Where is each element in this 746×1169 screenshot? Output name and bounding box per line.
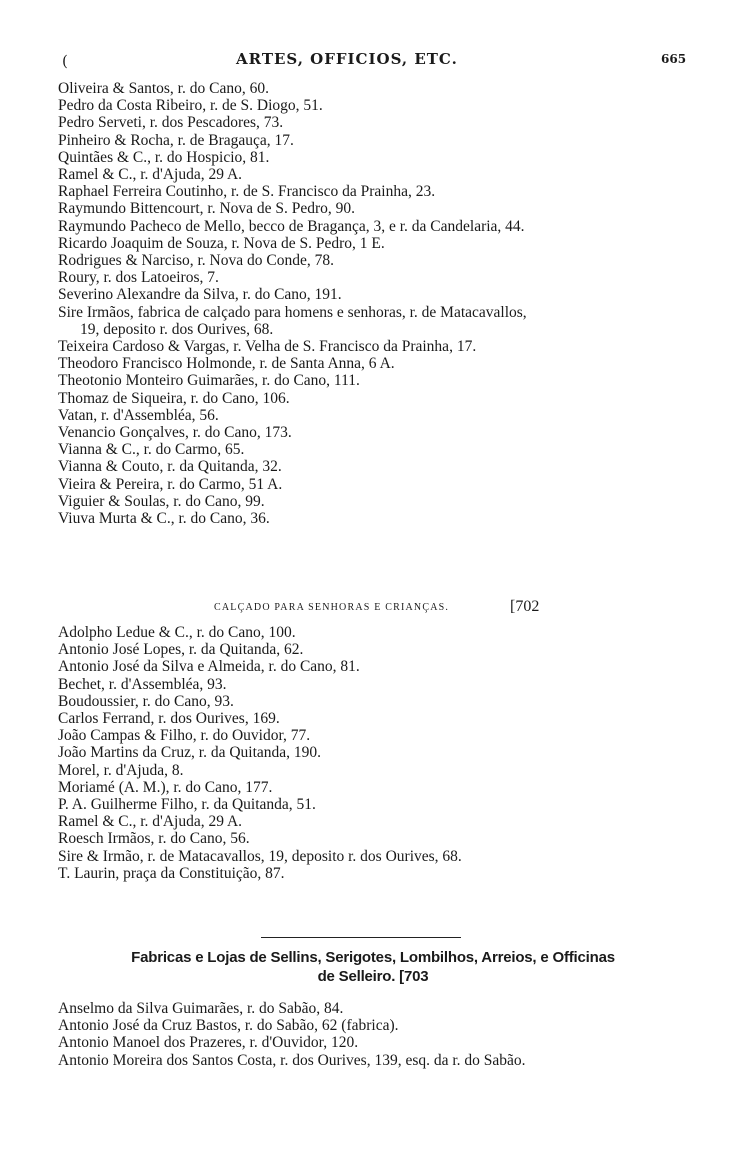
list-item: Venancio Gonçalves, r. do Cano, 173.: [58, 424, 292, 442]
list-item: Sire & Irmão, r. de Matacavallos, 19, deposito r. dos Ourives, 68.: [58, 847, 462, 865]
list-item: Adolpho Ledue & C., r. do Cano, 100.: [58, 624, 296, 641]
list-item: Vieira & Pereira, r. do Carmo, 51 A.: [58, 475, 283, 493]
section-heading-line-2: de Selleiro. [703: [317, 968, 429, 985]
list-item: João Campas & Filho, r. do Ouvidor, 77.: [58, 727, 311, 745]
list-item: Pedro Serveti, r. dos Pescadores, 73.: [58, 114, 284, 132]
list-item: Ramel & C., r. d'Ajuda, 29 A.: [58, 166, 243, 184]
list-item: Thomaz de Siqueira, r. do Cano, 106.: [58, 389, 290, 407]
header-mark: (: [62, 52, 68, 70]
list-item: Viguier & Soulas, r. do Cano, 99.: [58, 492, 265, 510]
list-item: Ramel & C., r. d'Ajuda, 29 A.: [58, 813, 243, 831]
list-item: Vianna & Couto, r. da Quitanda, 32.: [58, 458, 282, 476]
list-item: Raymundo Pacheco de Mello, becco de Bragança, 3, e r. da Candelaria, 44.: [58, 217, 525, 235]
list-item: Roury, r. dos Latoeiros, 7.: [58, 269, 219, 287]
section-heading-line-1: Fabricas e Lojas de Sellins, Serigotes, Lombilhos, Arreios, e Officinas: [131, 949, 615, 966]
running-title: ARTES, OFFICIOS, ETC.: [236, 50, 458, 68]
entry-list-shoemakers: [0, 80, 746, 527]
list-item: Rodrigues & Narciso, r. Nova do Conde, 78.: [58, 252, 334, 270]
list-item: Roesch Irmãos, r. do Cano, 56.: [58, 830, 250, 848]
list-item: Ricardo Joaquim de Souza, r. Nova de S. Pedro, 1 E.: [58, 234, 385, 252]
entry-list-ladies-shoes: [0, 624, 746, 882]
list-item: Theodoro Francisco Holmonde, r. de Santa Anna, 6 A.: [58, 355, 395, 373]
page-header: [0, 50, 746, 74]
list-item: Quintães & C., r. do Hospicio, 81.: [58, 148, 270, 166]
list-item: Raphael Ferreira Coutinho, r. de S. Francisco da Prainha, 23.: [58, 183, 436, 201]
list-item: Vianna & C., r. do Carmo, 65.: [58, 441, 245, 459]
list-item: Sire Irmãos, fabrica de calçado para homens e senhoras, r. de Matacavallos,: [58, 303, 527, 321]
list-item: Antonio José Lopes, r. da Quitanda, 62.: [58, 641, 304, 659]
list-item: Moriamé (A. M.), r. do Cano, 177.: [58, 778, 273, 796]
list-item: Morel, r. d'Ajuda, 8.: [58, 761, 184, 779]
list-item: T. Laurin, praça da Constituição, 87.: [58, 864, 285, 882]
list-item-continuation: 19, deposito r. dos Ourives, 68.: [80, 320, 274, 338]
list-item: Oliveira & Santos, r. do Cano, 60.: [58, 80, 269, 97]
list-item: Antonio José da Silva e Almeida, r. do Cano, 81.: [58, 658, 360, 676]
list-item: Teixeira Cardoso & Vargas, r. Velha de S. Francisco da Prainha, 17.: [58, 338, 477, 356]
list-item: João Martins da Cruz, r. da Quitanda, 190.: [58, 744, 322, 762]
section-heading-text: CALÇADO PARA SENHORAS E CRIANÇAS.: [214, 602, 450, 613]
section-heading-saddlers: [0, 948, 746, 986]
list-item: Carlos Ferrand, r. dos Ourives, 169.: [58, 710, 280, 728]
entry-list-saddlers: [0, 1000, 746, 1069]
list-item: Raymundo Bittencourt, r. Nova de S. Pedro, 90.: [58, 200, 356, 218]
section-heading-number: [702: [510, 598, 540, 615]
list-item: Severino Alexandre da Silva, r. do Cano, 191.: [58, 286, 342, 304]
list-item: P. A. Guilherme Filho, r. da Quitanda, 51.: [58, 796, 316, 814]
list-item: Theotonio Monteiro Guimarães, r. do Cano, 111.: [58, 372, 360, 390]
page-number: 665: [661, 52, 687, 66]
list-item: Pedro da Costa Ribeiro, r. de S. Diogo, 51.: [58, 97, 323, 115]
list-item: Antonio Manoel dos Prazeres, r. d'Ouvidor, 120.: [58, 1034, 359, 1052]
list-item: Vatan, r. d'Assembléa, 56.: [58, 406, 219, 424]
list-item: Antonio José da Cruz Bastos, r. do Sabão, 62 (fabrica).: [58, 1017, 399, 1035]
list-item: Antonio Moreira dos Santos Costa, r. dos Ourives, 139, esq. da r. do Sabão.: [58, 1051, 526, 1069]
list-item: Boudoussier, r. do Cano, 93.: [58, 692, 234, 710]
list-item: Viuva Murta & C., r. do Cano, 36.: [58, 510, 270, 528]
section-divider: [261, 937, 461, 938]
list-item: Anselmo da Silva Guimarães, r. do Sabão, 84.: [58, 1000, 344, 1017]
list-item: Pinheiro & Rocha, r. de Bragauça, 17.: [58, 131, 294, 149]
list-item: Bechet, r. d'Assembléa, 93.: [58, 675, 227, 693]
